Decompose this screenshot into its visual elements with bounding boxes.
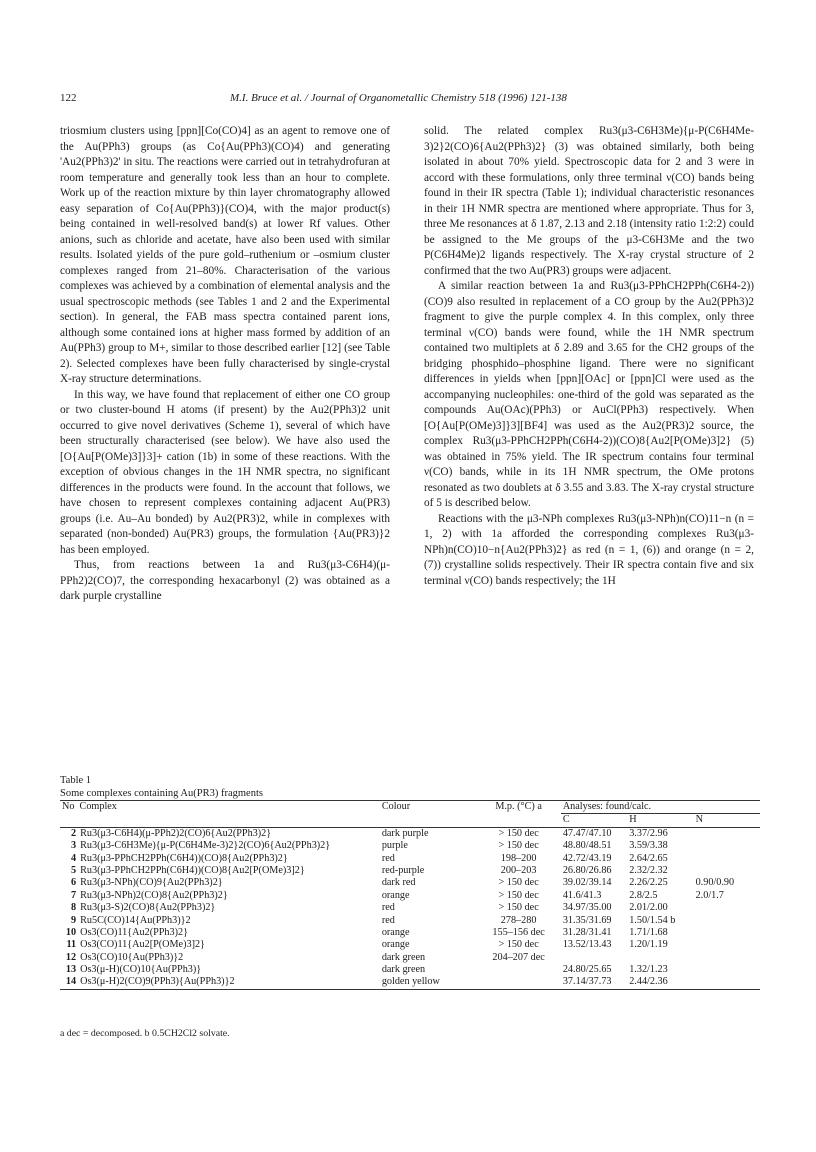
complex-formula: Ru3(μ3-C6H3Me){μ-P(C6H4Me-3)2}2(CO)6{Au2(PPh3)2} [80,840,331,852]
table-subheader-row [60,814,760,827]
carbon-analysis: 13.52/13.43 [562,939,612,951]
table-row [60,939,760,951]
hydrogen-analysis: 2.8/2.5 [629,889,658,901]
nitrogen-analysis: 0.90/0.90 [695,877,735,889]
paragraph: Thus, from reactions between 1a and Ru3(μ3-C6H4)(μ-PPh2)2(CO)7, the corresponding hexacarbonyl (2) was obtained as a dark purple crystalline [60,559,390,602]
row-number: 8 [71,902,77,914]
row-number: 14 [65,976,77,988]
paragraph: A similar reaction between 1a and Ru3(μ3-PPhCH2PPh(C6H4-2))(CO)9 also resulted in replacement of a CO group by the Au2(PPh3)2 fragment to give the purple complex 4. In this complex, only three terminal ν(CO) bands were found, while the 1H NMR spectrum contained two multiplets at δ 2.89 and 3.65 for the CH2 groups of the bridging phosphido–phosphine ligand. There were no significant differences in yields when [ppn][OAc] or [ppn]Cl were used as the accompanying nucleophiles: one-third of the gold was separated as the compounds Au(OAc)(PPh3) or AuCl(PPh3) respectively. When [O{Au[P(OMe)3]}3][BF4] was used as the Au2(PR3)2 source, the complex Ru3(μ3-PPhCH2PPh(C6H4-2))(CO)8{Au2[P(OMe)3]2} (5) was obtained in 75% yield. The IR spectrum contains four terminal ν(CO) bands, while in its 1H NMR spectrum, the OMe protons resonated as two doublets at δ 3.55 and 3.83. The X-ray crystal structure of 5 is described below. [424,280,754,509]
colour-cell: red-purple [381,864,425,876]
hydrogen-analysis: 2.26/2.25 [629,877,668,889]
table-row [60,890,760,902]
row-number: 9 [71,914,77,926]
table-label: Table 1 [60,775,92,786]
colour-cell: dark red [381,877,416,889]
table-row [60,902,760,914]
complex-formula: Ru3(μ3-NPh)2(CO)8{Au2(PPh3)2} [80,889,228,901]
journal-citation: M.I. Bruce et al. / Journal of Organometallic Chemistry 518 (1996) 121-138 [230,92,567,104]
complex-formula: Ru3(μ3-PPhCH2PPh(C6H4))(CO)8{Au2[P(OMe)3]2} [80,864,305,876]
complexes-table [60,800,760,990]
hydrogen-analysis [627,952,693,964]
table-row [60,865,760,877]
table-row [60,976,760,989]
carbon-analysis [561,952,627,964]
complex-formula: Ru3(μ3-NPh)(CO)9{Au2(PPh3)2} [80,877,223,889]
complex-formula: Os3(CO)11{Au2[P(OMe)3]2} [80,939,205,951]
left-column [60,124,390,605]
complex-formula: Ru3(μ3-S)2(CO)8{Au2(PPh3)2} [80,902,216,914]
header-no-complex: No Complex [62,801,117,812]
table-body [60,827,760,989]
colour-cell: purple [381,840,408,852]
table-header-row [60,801,760,814]
melting-point-cell: > 150 dec [498,939,539,951]
nitrogen-analysis: 2.0/1.7 [695,889,724,901]
row-number: 4 [71,852,77,864]
nitrogen-analysis [694,865,760,877]
row-number: 5 [71,864,77,876]
paragraph: Reactions with the μ3-NPh complexes Ru3(μ3-NPh)n(CO)11−n (n = 1, 2) with 1a afforded the corresponding complexes Ru3(μ3-NPh)n(CO)10−n{Au2(PPh3)2} as red (n = 1, (6)) and orange (n = 2, (7)) crystalline solids respectively. Their IR spectra contain five and six terminal ν(CO) bands respectively; the 1H [424,512,754,587]
paragraph: triosmium clusters using [ppn][Co(CO)4] as an agent to remove one of the Au(PPh3) groups (as Co{Au(PPh3)(CO)4) and generating 'Au2(PPh3)2' in situ. The reactions were carried out in tetrahydrofuran at room temperature and generally took less than an hour to complete. Work up of the reaction mixture by thin layer chromatography allowed easy separation of Co{Au(PPh3)}(CO)4, with the major product(s) being contained in well-resolved band(s) at lower Rf values. Other anions, such as chloride and acetate, have also been used with similar results. Isolated yields of the pure gold–ruthenium or –osmium cluster complexes ranged from 21–80%. Characterisation of the various complexes was achieved by a combination of elemental analysis and the usual spectroscopic methods (see Tables 1 and 2 and the Experimental section). In general, the FAB mass spectra contained parent ions, although some contained ions at higher mass formed by addition of an Au(PPh3) group to M+, similar to those described earlier [12] (see Table 2). Selected complexes have been fully characterised by single-crystal X-ray structure determinations. [60,125,390,385]
nitrogen-analysis [694,902,760,914]
complex-formula: Os3(CO)10{Au(PPh3)}2 [80,951,184,963]
row-number: 10 [65,926,77,938]
row-number: 12 [65,951,77,963]
melting-point-cell: > 150 dec [498,902,539,914]
hydrogen-analysis: 1.20/1.19 [629,939,668,951]
nitrogen-analysis [694,976,760,989]
colour-cell: red [381,852,395,864]
carbon-analysis: 26.80/26.86 [562,864,612,876]
row-number: 11 [66,939,77,951]
complex-formula: Os3(μ-H)(CO)10{Au(PPh3)} [80,964,202,976]
melting-point-cell: > 150 dec [498,889,539,901]
carbon-analysis: 42.72/43.19 [562,852,612,864]
carbon-analysis: 39.02/39.14 [562,877,612,889]
nitrogen-analysis [694,840,760,852]
colour-cell: red [381,902,395,914]
nitrogen-analysis [694,827,760,840]
table-row [60,827,760,840]
table-row [60,964,760,976]
table-row [60,840,760,852]
complex-formula: Os3(CO)11{Au2(PPh3)2} [80,926,188,938]
carbon-analysis: 31.28/31.41 [562,926,612,938]
melting-point-cell [476,976,560,989]
row-number: 13 [65,964,77,976]
complex-formula: Ru5C(CO)14{Au(PPh3)}2 [80,914,191,926]
nitrogen-analysis [694,853,760,865]
running-header [60,92,760,108]
melting-point-cell: > 150 dec [498,840,539,852]
melting-point-cell: 278–280 [500,914,537,926]
row-number: 3 [71,840,77,852]
melting-point-cell [476,964,560,976]
colour-cell: orange [381,939,410,951]
hydrogen-analysis: 1.50/1.54 b [629,914,676,926]
header-analyses: Analyses: found/calc. [561,801,760,814]
complex-formula: Ru3(μ3-PPhCH2PPh(C6H4))(CO)8{Au2(PPh3)2} [80,852,288,864]
row-number: 7 [71,889,77,901]
nitrogen-analysis [694,927,760,939]
colour-cell: dark green [381,964,426,976]
page-number: 122 [60,92,77,104]
table-row [60,927,760,939]
colour-cell: golden yellow [381,976,440,988]
table-row [60,952,760,964]
nitrogen-analysis [694,939,760,951]
header-c: C [562,814,570,826]
hydrogen-analysis: 2.44/2.36 [629,976,668,988]
paragraph: In this way, we have found that replacement of either one CO group or two cluster-bound H atoms (if present) by the Au2(PPh3)2 unit occurred to give novel derivatives (Scheme 1), several of which have been structurally characterised (see below). We have also used the [O{Au[P(OMe)3]}3]+ cation (1b) in some of these reactions. With the exception of obvious changes in the 1H NMR spectra, no significant differences in the products were found. In the account that follows, we have chosen to represent complexes containing adjacent Au(PR3) groups (i.e. Au–Au bonded) by Au2(PR3)2, while in complexes with separated (non-bonded) Au(PR3) groups, the formulation {Au(PR3)}2 has been employed. [60,388,390,556]
header-h: H [629,814,637,826]
carbon-analysis: 24.80/25.65 [562,964,612,976]
table-row [60,915,760,927]
melting-point-cell: 204–207 dec [492,951,545,963]
hydrogen-analysis: 1.32/1.23 [629,964,668,976]
colour-cell: dark green [381,951,426,963]
row-number: 2 [71,827,77,839]
carbon-analysis: 41.6/41.3 [562,889,602,901]
table-footnote: a dec = decomposed. b 0.5CH2Cl2 solvate. [60,1028,230,1039]
hydrogen-analysis: 2.01/2.00 [629,902,668,914]
melting-point-cell: 200–203 [500,864,537,876]
melting-point-cell: > 150 dec [498,877,539,889]
carbon-analysis: 34.97/35.00 [562,902,612,914]
complex-formula: Ru3(μ3-C6H4)(μ-PPh2)2(CO)6{Au2(PPh3)2} [80,827,272,839]
row-number: 6 [71,877,77,889]
paragraph: solid. The related complex Ru3(μ3-C6H3Me){μ-P(C6H4Me-3)2}2(CO)6{Au2(PPh3)2} (3) was obtained similarly, both being isolated in about 70% yield. Spectroscopic data for 2 and 3 were in accord with these formulations, only three terminal ν(CO) bands being found in their IR spectra (Table 1); individual characteristic resonances in their 1H NMR spectra are mentioned where appropriate. Thus for 3, three Me resonances at δ 1.87, 2.13 and 2.18 (intensity ratio 1:2:2) could be assigned to the Me groups of the μ3-C6H3Me and the two P(C6H4Me)2 ligands respectively. The X-ray crystal structure of 2 confirmed that the two Au(PR3) groups were adjacent. [424,125,754,277]
hydrogen-analysis: 1.71/1.68 [629,926,668,938]
nitrogen-analysis [694,952,760,964]
carbon-analysis: 31.35/31.69 [562,914,612,926]
header-mp: M.p. (°C) a [495,801,542,812]
melting-point-cell: 155–156 dec [492,926,545,938]
hydrogen-analysis: 2.64/2.65 [629,852,668,864]
carbon-analysis: 48.80/48.51 [562,840,612,852]
complex-formula: Os3(μ-H)2(CO)9(PPh3){Au(PPh3)}2 [80,976,235,988]
carbon-analysis: 47.47/47.10 [562,827,612,839]
header-colour: Colour [381,801,411,812]
hydrogen-analysis: 2.32/2.32 [629,864,668,876]
hydrogen-analysis: 3.59/3.38 [629,840,668,852]
nitrogen-analysis [694,964,760,976]
colour-cell: orange [381,889,410,901]
table-title: Some complexes containing Au(PR3) fragments [60,788,263,799]
colour-cell: orange [381,926,410,938]
hydrogen-analysis: 3.37/2.96 [629,827,668,839]
right-column [424,124,754,589]
melting-point-cell: > 150 dec [498,827,539,839]
header-n: N [695,814,703,826]
melting-point-cell: 198–200 [500,852,537,864]
colour-cell: red [381,914,395,926]
nitrogen-analysis [694,915,760,927]
table-row [60,853,760,865]
colour-cell: dark purple [381,827,429,839]
table-row [60,877,760,889]
table-caption [60,774,263,800]
carbon-analysis: 37.14/37.73 [562,976,612,988]
